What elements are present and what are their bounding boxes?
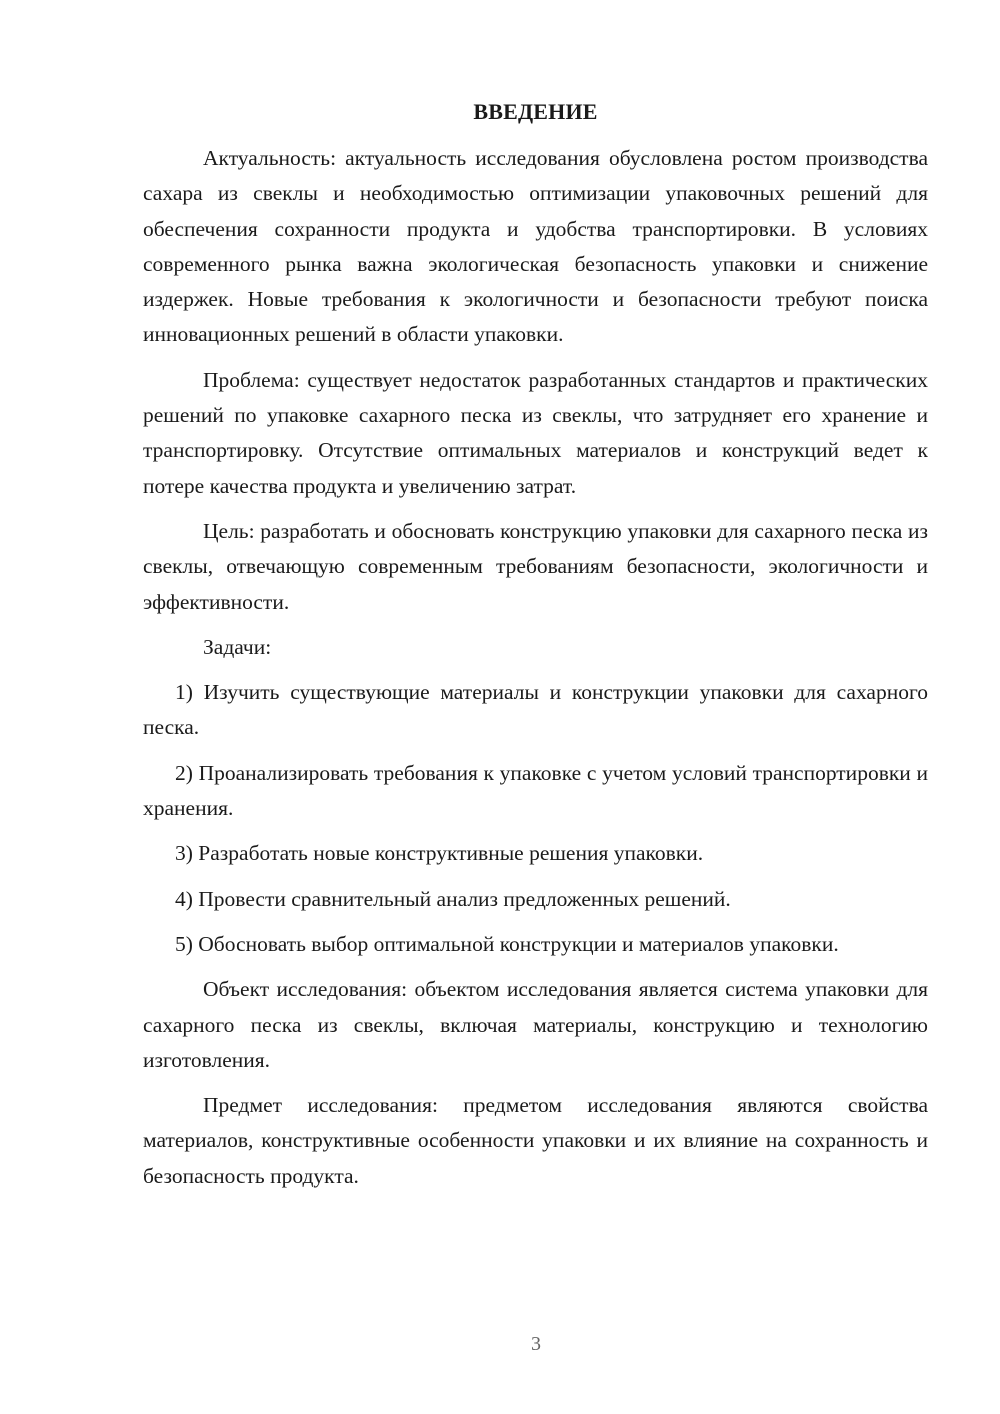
paragraph-object: Объект исследования: объектом исследования является система упаковки для сахарного песка из свеклы, включая материалы, конструкцию и технологию изготовления. xyxy=(143,977,928,1072)
task-item-5: 5) Обосновать выбор оптимальной конструкции и материалов упаковки. xyxy=(175,931,839,956)
document-page xyxy=(143,94,928,1204)
paragraph-subject: Предмет исследования: предметом исследования являются свойства материалов, конструктивные особенности упаковки и их влияние на сохранность и безопасность продукта. xyxy=(143,1093,928,1188)
paragraph-relevance: Актуальность: актуальность исследования обусловлена ростом производства сахара из свеклы и необходимостью оптимизации упаковочных решений для обеспечения сохранности продукта и удобства транспортировки. В условиях современного рынка важна экологическая безопасность упаковки и снижение издержек. Новые требования к экологичности и безопасности требуют поиска инновационных решений в области упаковки. xyxy=(143,146,928,347)
paragraph-goal: Цель: разработать и обосновать конструкцию упаковки для сахарного песка из свеклы, отвечающую современным требованиям безопасности, экологичности и эффективности. xyxy=(143,518,928,614)
task-item-3: 3) Разработать новые конструктивные решения упаковки. xyxy=(175,841,704,866)
paragraph-problem: Проблема: существует недостаток разработанных стандартов и практических решений по упаковке сахарного песка из свеклы, что затрудняет его хранение и транспортировку. Отсутствие оптимальных материалов и конструкций ведет к потере качества продукта и увеличению затрат. xyxy=(143,367,928,498)
task-item-2: 2) Проанализировать требования к упаковке с учетом условий транспортировки и хранения. xyxy=(143,760,928,821)
page-title: ВВЕДЕНИЕ xyxy=(473,99,598,124)
task-item-1: 1) Изучить существующие материалы и конструкции упаковки для сахарного песка. xyxy=(143,680,928,740)
tasks-heading: Задачи: xyxy=(203,634,272,659)
task-item-4: 4) Провести сравнительный анализ предложенных решений. xyxy=(175,886,731,911)
page-number: 3 xyxy=(531,1333,541,1355)
